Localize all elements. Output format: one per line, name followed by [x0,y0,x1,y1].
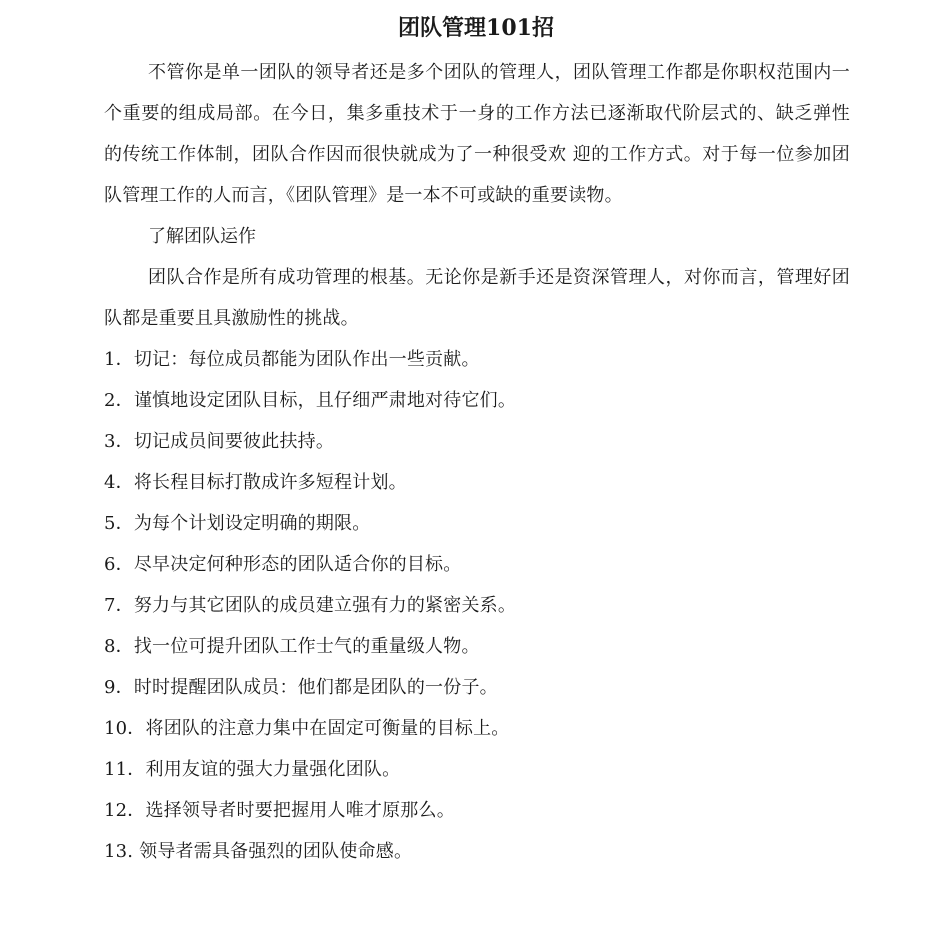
list-item: 6．尽早决定何种形态的团队适合你的目标。 [104,554,462,575]
list-item: 4．将长程目标打散成许多短程计划。 [104,472,407,493]
intro-paragraph: 不管你是单一团队的领导者还是多个团队的管理人，团队管理工作都是你职权范围内一个重要的组成局部。在今日，集多重技术于一身的工作方法已逐渐取代阶层式的、缺乏弹性的传统工作体制，团队合作因而很快就成为了一种很受欢 迎的工作方式。对于每一位参加团队管理工作的人而言，《团队管理》是一本不可或缺的重要读物。 [104,62,850,206]
list-item: 8．找一位可提升团队工作士气的重量级人物。 [104,636,480,657]
list-item: 10．将团队的注意力集中在固定可衡量的目标上。 [104,718,510,739]
list-item: 1．切记：每位成员都能为团队作出一些贡献。 [104,349,480,370]
list-item: 7．努力与其它团队的成员建立强有力的紧密关系。 [104,595,517,616]
list-item: 2．谨慎地设定团队目标，且仔细严肃地对待它们。 [104,390,517,411]
list-item: 11．利用友谊的强大力量强化团队。 [104,759,401,780]
document-title: 团队管理101招 [398,15,554,41]
list-item: 9．时时提醒团队成员：他们都是团队的一份子。 [104,677,498,698]
tips-list [104,339,850,872]
list-item: 13. 领导者需具备强烈的团队使命感。 [104,841,413,862]
list-item: 5．为每个计划设定明确的期限。 [104,513,371,534]
list-item: 3．切记成员间要彼此扶持。 [104,431,335,452]
list-item: 12．选择领导者时要把握用人唯才原那么。 [104,800,455,821]
section-intro-paragraph: 团队合作是所有成功管理的根基。无论你是新手还是资深管理人，对你而言，管理好团队都是重要且具激励性的挑战。 [104,267,850,329]
section-heading: 了解团队运作 [148,226,256,247]
document-page [104,8,850,872]
